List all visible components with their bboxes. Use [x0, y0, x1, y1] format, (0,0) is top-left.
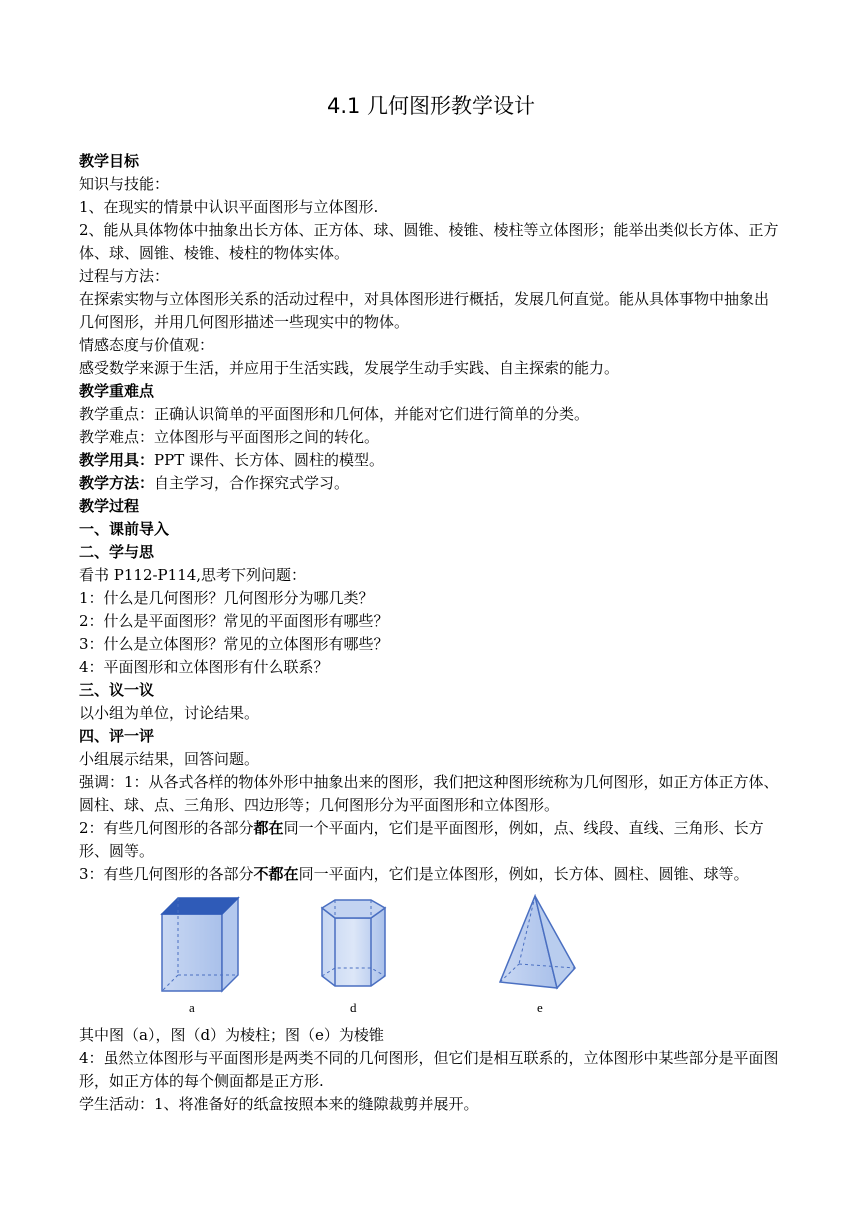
- question-1: 1：什么是几何图形？几何图形分为哪几类？: [79, 589, 374, 607]
- activity-text: 学生活动：1、将准备好的纸盒按照本来的缝隙裁剪并展开。: [79, 1095, 479, 1113]
- emphasis-2-start: 2：有些几何图形的各部分: [79, 819, 254, 837]
- figure-e-label: e: [537, 1000, 543, 1015]
- method-label: 教学方法：: [79, 474, 155, 492]
- tools-text: PPT 课件、长方体、圆柱的模型。: [154, 451, 384, 469]
- question-4: 4：平面图形和立体图形有什么联系？: [79, 658, 329, 676]
- knowledge-item-1: 1、在现实的情景中认识平面图形与立体图形.: [79, 198, 379, 216]
- process-text: 在探索实物与立体图形关系的活动过程中，对具体图形进行概括，发展几何直觉。能从具体事物中抽象出几何图形，并用几何图形描述一些现实中的物体。: [79, 290, 770, 331]
- difficulty-point: 教学难点：立体图形与平面图形之间的转化。: [79, 428, 380, 446]
- cuboid-figure: [159, 896, 241, 996]
- figure-a-label: a: [189, 1000, 195, 1015]
- process2-heading: 教学过程: [79, 497, 140, 515]
- method-text: 自主学习，合作探究式学习。: [154, 474, 350, 492]
- emphasis-3: [79, 863, 783, 886]
- goals-heading: 教学目标: [79, 152, 140, 170]
- step-1-heading: 一、课前导入: [79, 520, 170, 538]
- read-book-text: 看书 P112-P114,思考下列问题：: [79, 566, 307, 584]
- step-3-heading: 三、议一议: [79, 681, 155, 699]
- knowledge-item-2: 2、能从具体物体中抽象出长方体、正方体、球、圆锥、棱锥、棱柱等立体图形；能举出类似长方体、正方体、球、圆锥、棱锥、棱柱的物体实体。: [79, 221, 779, 262]
- method-line: [79, 472, 783, 495]
- page-title: 4.1 几何图形教学设计: [326, 94, 536, 118]
- question-2: 2：什么是平面图形？常见的平面图形有哪些？: [79, 612, 389, 630]
- step-2-heading: 二、学与思: [79, 543, 155, 561]
- figure-caption: 其中图（a），图（d）为棱柱；图（e）为棱锥: [79, 1026, 384, 1044]
- tools-line: [79, 449, 783, 472]
- emphasis-3-end: 同一平面内，它们是立体图形，例如，长方体、圆柱、圆锥、球等。: [298, 865, 749, 883]
- solid-figures: [79, 886, 783, 1024]
- emphasis-1: 强调：1：从各式各样的物体外形中抽象出来的图形，我们把这种图形统称为几何图形，如正方体正方体、圆柱、球、点、三角形、四边形等；几何图形分为平面图形和立体图形。: [79, 773, 779, 814]
- emphasis-3-bold: 不都在: [253, 865, 299, 883]
- emphasis-2: [79, 817, 783, 863]
- pyramid-figure: [497, 894, 579, 994]
- tools-label: 教学用具：: [79, 451, 155, 469]
- show-text: 小组展示结果，回答问题。: [79, 750, 260, 768]
- emphasis-4: 4：虽然立体图形与平面图形是两类不同的几何图形，但它们是相互联系的，立体图形中某些部分是平面图形，如正方体的每个侧面都是正方形.: [79, 1049, 779, 1090]
- process-heading: 过程与方法：: [79, 267, 170, 285]
- emphasis-3-start: 3：有些几何图形的各部分: [79, 865, 254, 883]
- figure-d-label: d: [350, 1000, 357, 1015]
- emphasis-2-bold: 都在: [253, 819, 284, 837]
- document-body: [79, 150, 783, 1116]
- question-3: 3：什么是立体图形？常见的立体图形有哪些？: [79, 635, 389, 653]
- key-point: 教学重点：正确认识简单的平面图形和几何体，并能对它们进行简单的分类。: [79, 405, 590, 423]
- knowledge-heading: 知识与技能：: [79, 175, 170, 193]
- emphasis-2-end: 同一个平面内，它们是平面图形，例如，点、线段、直线、三角形、长方形、圆等。: [79, 819, 764, 860]
- attitude-text: 感受数学来源于生活，并应用于生活实践，发展学生动手实践、自主探索的能力。: [79, 359, 620, 377]
- key-heading: 教学重难点: [79, 382, 155, 400]
- discuss-text: 以小组为单位，讨论结果。: [79, 704, 260, 722]
- hexagonal-prism-figure: [319, 898, 389, 988]
- attitude-heading: 情感态度与价值观：: [79, 336, 215, 354]
- step-4-heading: 四、评一评: [79, 727, 155, 745]
